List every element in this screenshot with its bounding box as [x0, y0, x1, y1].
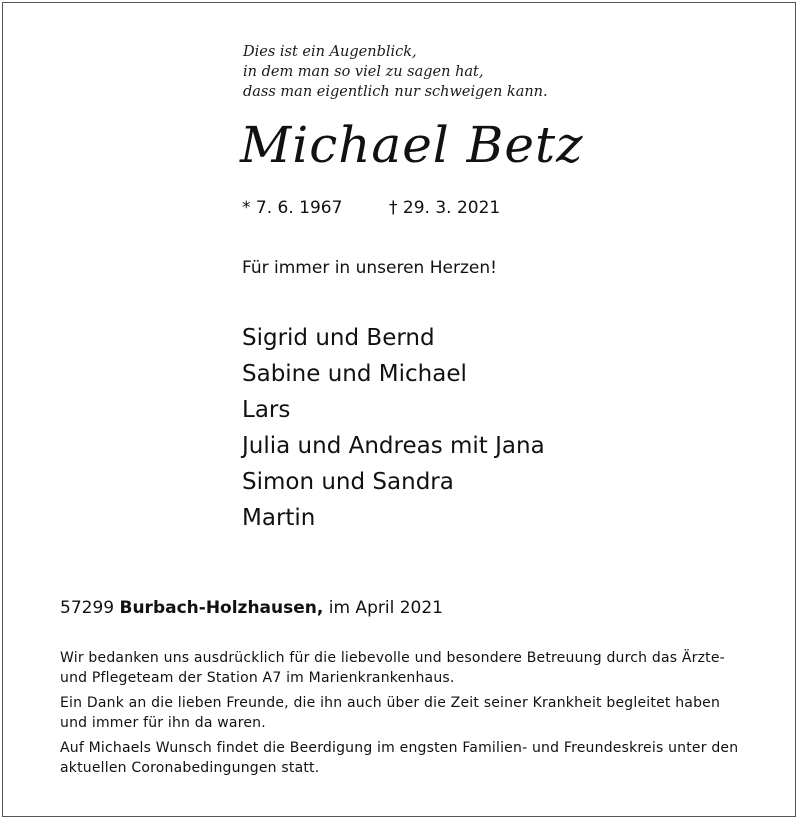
motto: Für immer in unseren Herzen!: [242, 258, 497, 278]
funeral-note: Auf Michaels Wunsch findet die Beerdigung im engsten Familien- und Freundeskreis unter den aktuellen Coronabedingungen statt.: [60, 740, 739, 776]
mourner-name: Martin: [242, 505, 316, 531]
mourner-name: Lars: [242, 397, 291, 423]
mourner-name: Simon und Sandra: [242, 469, 454, 495]
town: Burbach-Holzhausen,: [119, 598, 324, 618]
death-date: † 29. 3. 2021: [389, 198, 501, 218]
month-date: im April 2021: [328, 598, 443, 618]
zip-code: 57299: [60, 598, 115, 618]
poem: [243, 42, 573, 102]
birth-date: * 7. 6. 1967: [242, 198, 343, 218]
life-dates: [242, 198, 501, 218]
poem-line: Dies ist ein Augenblick,: [243, 44, 417, 60]
mourners-list: [242, 320, 545, 536]
place-and-date: [60, 598, 443, 618]
mourner-name: Sigrid und Bernd: [242, 325, 435, 351]
poem-line: dass man eigentlich nur schweigen kann.: [243, 84, 548, 100]
mourner-name: Sabine und Michael: [242, 361, 467, 387]
mourner-name: Julia und Andreas mit Jana: [242, 433, 545, 459]
friends-note: Ein Dank an die lieben Freunde, die ihn auch über die Zeit seiner Krankheit begleitet haben und immer für ihn da waren.: [60, 695, 721, 731]
thanks-note: Wir bedanken uns ausdrücklich für die liebevolle und besondere Betreuung durch das Ärzte- und Pflegeteam der Station A7 im Marienkrankenhaus.: [60, 650, 725, 686]
deceased-name: Michael Betz: [240, 116, 584, 174]
closing-notes: [60, 648, 750, 783]
poem-line: in dem man so viel zu sagen hat,: [243, 64, 484, 80]
